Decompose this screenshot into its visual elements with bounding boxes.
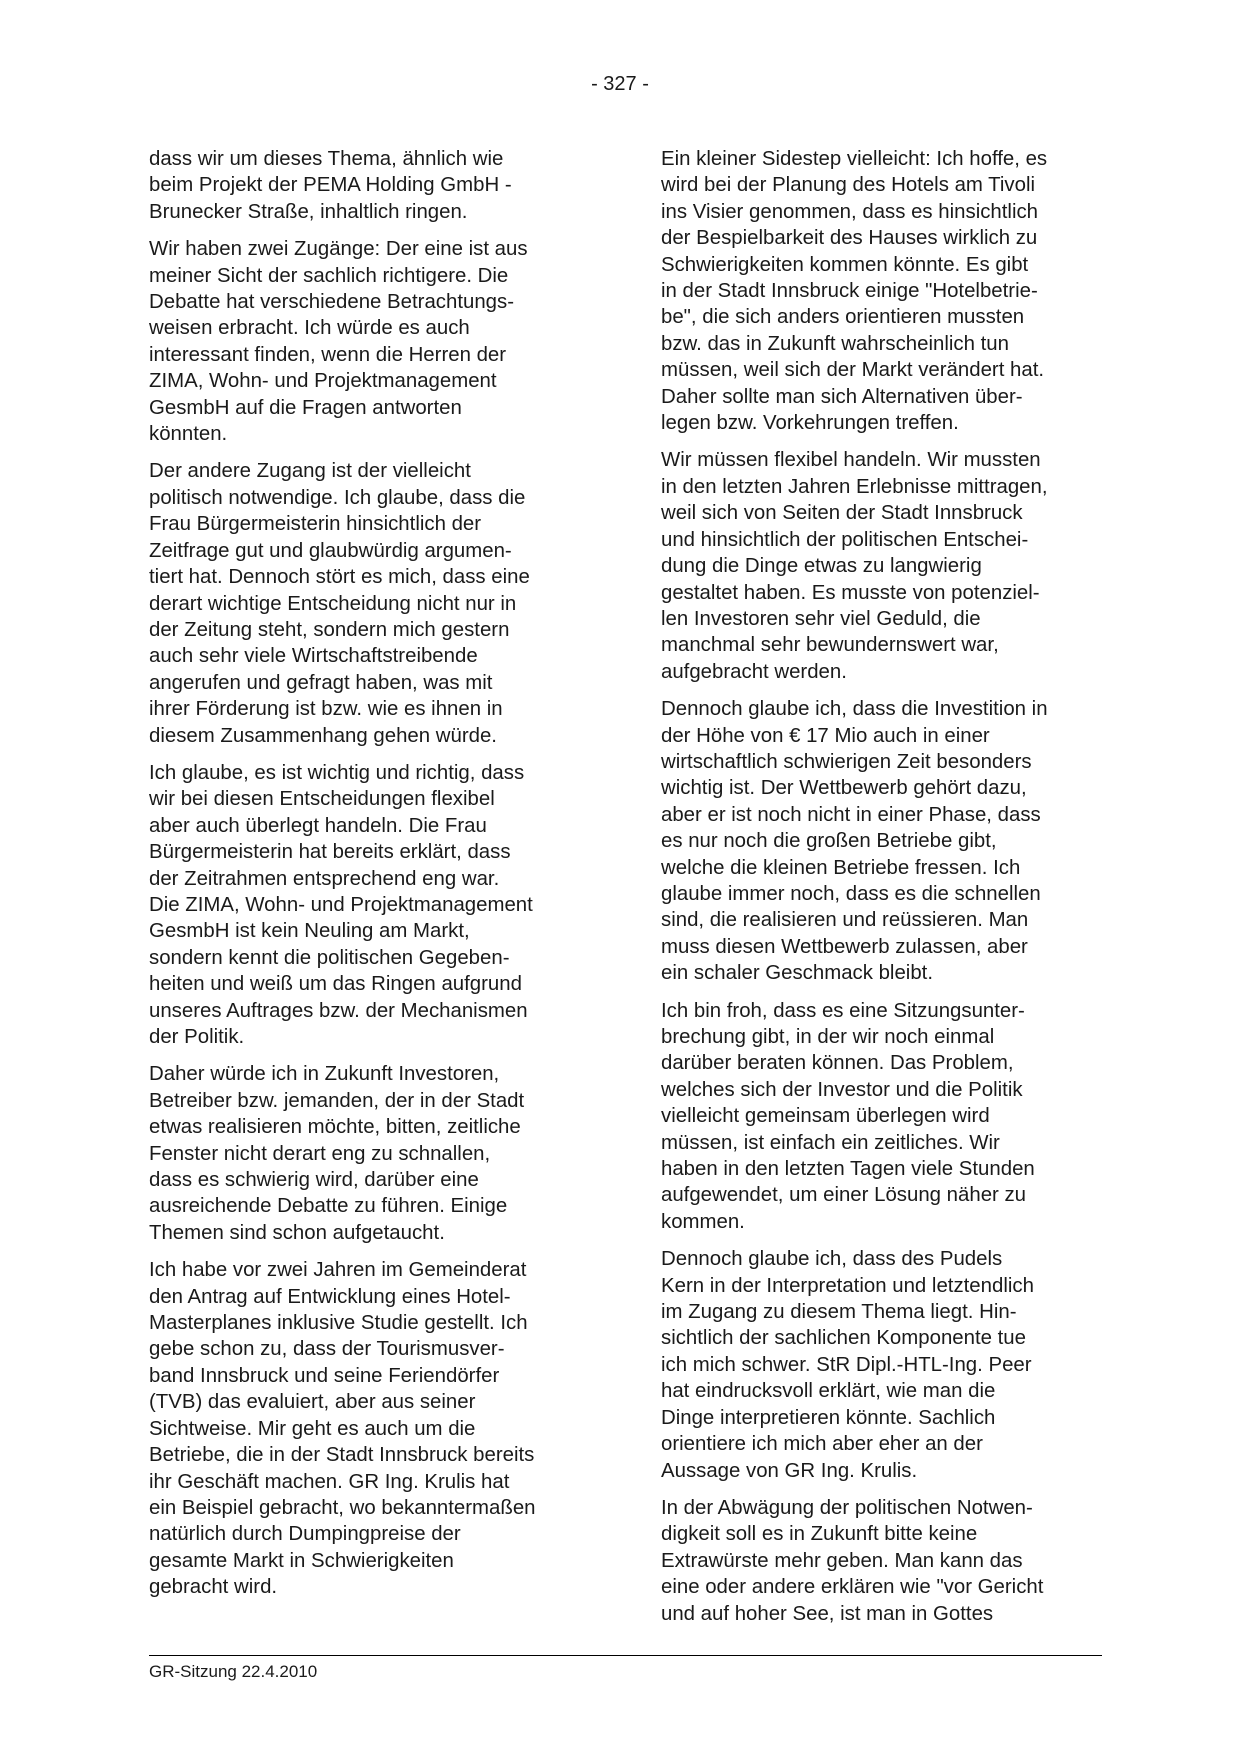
right-column [661,146,1101,1638]
paragraph: In der Abwägung der politischen Notwen- digkeit soll es in Zukunft bitte keine Extrawürste mehr geben. Man kann das eine oder andere erklären wie "vor Gericht und auf hoher See, ist man in Gottes [661,1496,1044,1625]
paragraph: Ich habe vor zwei Jahren im Gemeinderat den Antrag auf Entwicklung eines Hotel- Masterplanes inklusive Studie gestellt. Ich gebe schon zu, dass der Tourismusver- band Innsbruck und seine Feriendörfer (TVB) das evaluiert, aber aus seiner Sichtweise. Mir geht es auch um die Betriebe, die in der Stadt Innsbruck bereits ihr Geschäft machen. GR Ing. Krulis hat ein Beispiel gebracht, wo bekanntermaßen natürlich durch Dumpingpreise der gesamte Markt in Schwierigkeiten gebracht wird. [149,1259,536,1599]
left-column [149,146,589,1612]
paragraph: dass wir um dieses Thema, ähnlich wie beim Projekt der PEMA Holding GmbH - Brunecker Straße, inhaltlich ringen. [149,148,512,223]
paragraph: Der andere Zugang ist der vielleicht politisch notwendige. Ich glaube, dass die Frau Bürgermeisterin hinsichtlich der Zeitfrage gut und glaubwürdig argumen- tiert hat. Dennoch stört es mich, dass eine derart wichtige Entscheidung nicht nur in der Zeitung steht, sondern mich gestern auch sehr viele Wirtschaftstreibende angerufen und gefragt haben, was mit ihrer Förderung ist bzw. wie es ihnen in diesem Zusammenhang gehen würde. [149,460,530,747]
paragraph: Wir müssen flexibel handeln. Wir mussten in den letzten Jahren Erlebnisse mittragen, weil sich von Seiten der Stadt Innsbruck und hinsichtlich der politischen Entschei- dung die Dinge etwas zu langwierig gestaltet haben. Es musste von potenziel- len Investoren sehr viel Geduld, die manchmal sehr bewundernswert war, aufgebracht werden. [661,449,1048,683]
paragraph: Dennoch glaube ich, dass die Investition in der Höhe von € 17 Mio auch in einer wirtschaftlich schwierigen Zeit besonders wichtig ist. Der Wettbewerb gehört dazu, aber er ist noch nicht in einer Phase, dass es nur noch die großen Betriebe gibt, welche die kleinen Betriebe fressen. Ich glaube immer noch, dass es die schnellen sind, die realisieren und reüssieren. Man muss diesen Wettbewerb zulassen, aber ein schaler Geschmack bleibt. [661,698,1048,985]
paragraph: Ich glaube, es ist wichtig und richtig, dass wir bei diesen Entscheidungen flexibel aber auch überlegt handeln. Die Frau Bürgermeisterin hat bereits erklärt, dass der Zeitrahmen entsprechend eng war. Die ZIMA, Wohn- und Projektmanagement GesmbH ist kein Neuling am Markt, sondern kennt die politischen Gegeben- heiten und weiß um das Ringen aufgrund unseres Auftrages bzw. der Mechanismen der Politik. [149,761,533,1048]
paragraph: Dennoch glaube ich, dass des Pudels Kern in der Interpretation und letztendlich im Zugang zu diesem Thema liegt. Hin- sichtlich der sachlichen Komponente tue ich mich schwer. StR Dipl.-HTL-Ing. Peer hat eindrucksvoll erklärt, wie man die Dinge interpretieren könnte. Sachlich orientiere ich mich aber eher an der Aussage von GR Ing. Krulis. [661,1248,1034,1482]
page-number: - 327 - [591,73,649,95]
paragraph: Ein kleiner Sidestep vielleicht: Ich hoffe, es wird bei der Planung des Hotels am Tivoli ins Visier genommen, dass es hinsichtlich der Bespielbarkeit des Hauses wirklich zu Schwierigkeiten kommen könnte. Es gibt in der Stadt Innsbruck einige "Hotelbetrie- be", die sich anders orientieren mussten bzw. das in Zukunft wahrscheinlich tun müssen, weil sich der Markt verändert hat. Daher sollte man sich Alternativen über- legen bzw. Vorkehrungen treffen. [661,148,1048,435]
paragraph: Wir haben zwei Zugänge: Der eine ist aus meiner Sicht der sachlich richtigere. Die Debatte hat verschiedene Betrachtungs- weisen erbracht. Ich würde es auch interessant finden, wenn die Herren der ZIMA, Wohn- und Projektmanagement GesmbH auf die Fragen antworten könnten. [149,238,528,446]
paragraph: Daher würde ich in Zukunft Investoren, Betreiber bzw. jemanden, der in der Stadt etwas realisieren möchte, bitten, zeitliche Fenster nicht derart eng zu schnallen, dass es schwierig wird, darüber eine ausreichende Debatte zu führen. Einige Themen sind schon aufgetaucht. [149,1063,525,1244]
footer-session-label: GR-Sitzung 22.4.2010 [149,1662,318,1681]
paragraph: Ich bin froh, dass es eine Sitzungsunter- brechung gibt, in der wir noch einmal darüber beraten können. Das Problem, welches sich der Investor und die Politik vielleicht gemeinsam überlegen wird müssen, ist einfach ein zeitliches. Wir haben in den letzten Tagen viele Stunden aufgewendet, um einer Lösung näher zu kommen. [661,999,1035,1233]
footer-divider [149,1655,1102,1656]
